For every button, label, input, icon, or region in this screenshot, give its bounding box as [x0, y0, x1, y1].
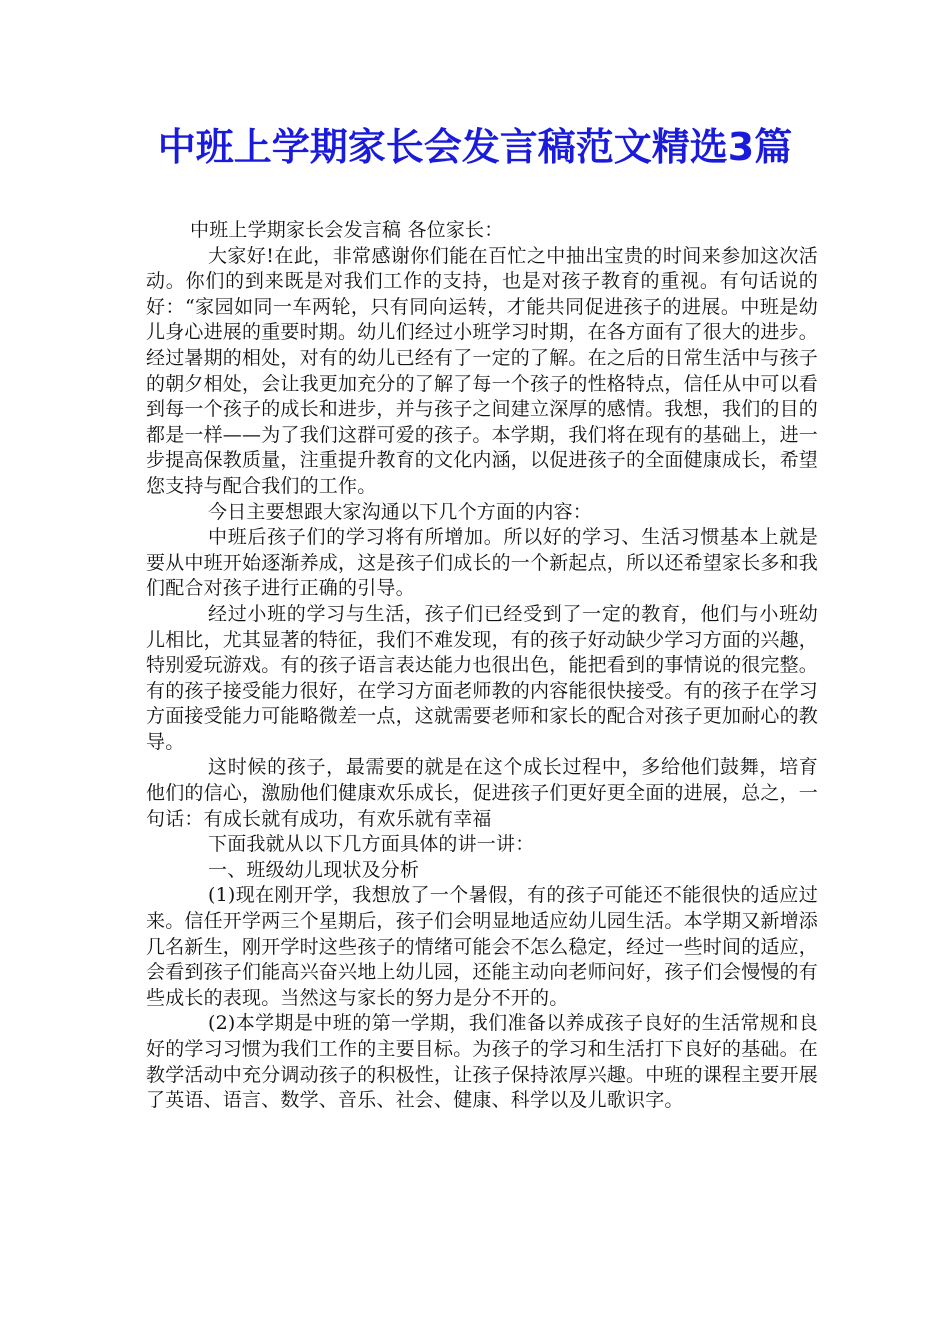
- body-paragraph: (2)本学期是中班的第一学期，我们准备以养成孩子良好的生活常规和良好的学习习惯为我们工作的主要目标。为孩子的学习和生活打下良好的基础。在教学活动中充分调动孩子的积极性，让孩子保持浓厚兴趣。中班的课程主要开展了英语、语言、数学、音乐、社会、健康、科学以及儿歌识字。: [146, 1012, 819, 1112]
- document-body: [146, 218, 818, 1114]
- document-title: 中班上学期家长会发言稿范文精选3篇: [157, 125, 793, 169]
- body-paragraph: 大家好!在此，非常感谢你们能在百忙之中抽出宝贵的时间来参加这次活动。你们的到来既是对我们工作的支持，也是对孩子教育的重视。有句话说的好：“家园如同一车两轮，只有同向运转，才能共同促进孩子的进展。中班是幼儿身心进展的重要时期。幼儿们经过小班学习时期，在各方面有了很大的进步。经过暑期的相处，对有的幼儿已经有了一定的了解。在之后的日常生活中与孩子的朝夕相处，会让我更加充分的了解了每一个孩子的性格特点，信任从中可以看到每一个孩子的成长和进步，并与孩子之间建立深厚的感情。我想，我们的目的都是一样——为了我们这群可爱的孩子。本学期，我们将在现有的基础上，进一步提高保教质量，注重提升教育的文化内涵，以促进孩子的全面健康成长，希望您支持与配合我们的工作。: [146, 244, 819, 497]
- body-paragraph: 今日主要想跟大家沟通以下几个方面的内容：: [208, 500, 593, 523]
- body-paragraph: 这时候的孩子，最需要的就是在这个成长过程中，多给他们鼓舞，培育他们的信心，激励他们健康欢乐成长，促进孩子们更好更全面的进展，总之，一句话：有成长就有成功，有欢乐就有幸福: [146, 756, 819, 830]
- body-paragraph: (1)现在刚开学，我想放了一个暑假，有的孩子可能还不能很快的适应过来。信任开学两三个星期后，孩子们会明显地适应幼儿园生活。本学期又新增添几名新生，刚开学时这些孩子的情绪可能会不怎么稳定，经过一些时间的适应，会看到孩子们能高兴奋兴地上幼儿园，还能主动向老师问好，孩子们会慢慢的有些成长的表现。当然这与家长的努力是分不开的。: [146, 884, 819, 1009]
- body-paragraph: 中班后孩子们的学习将有所增加。所以好的学习、生活习惯基本上就是要从中班开始逐渐养成，这是孩子们成长的一个新起点，所以还希望家长多和我们配合对孩子进行正确的引导。: [146, 526, 819, 600]
- body-paragraph: 经过小班的学习与生活，孩子们已经受到了一定的教育，他们与小班幼儿相比，尤其显著的特征，我们不难发现，有的孩子好动缺少学习方面的兴趣，特别爱玩游戏。有的孩子语言表达能力也很出色，能把看到的事情说的很完整。有的孩子接受能力很好，在学习方面老师教的内容能很快接受。有的孩子在学习方面接受能力可能略微差一点，这就需要老师和家长的配合对孩子更加耐心的教导。: [146, 602, 819, 753]
- body-paragraph: 中班上学期家长会发言稿 各位家长：: [190, 219, 504, 241]
- body-paragraph: 下面我就从以下几方面具体的讲一讲：: [208, 833, 535, 856]
- section-heading: 一、班级幼儿现状及分析: [208, 858, 420, 881]
